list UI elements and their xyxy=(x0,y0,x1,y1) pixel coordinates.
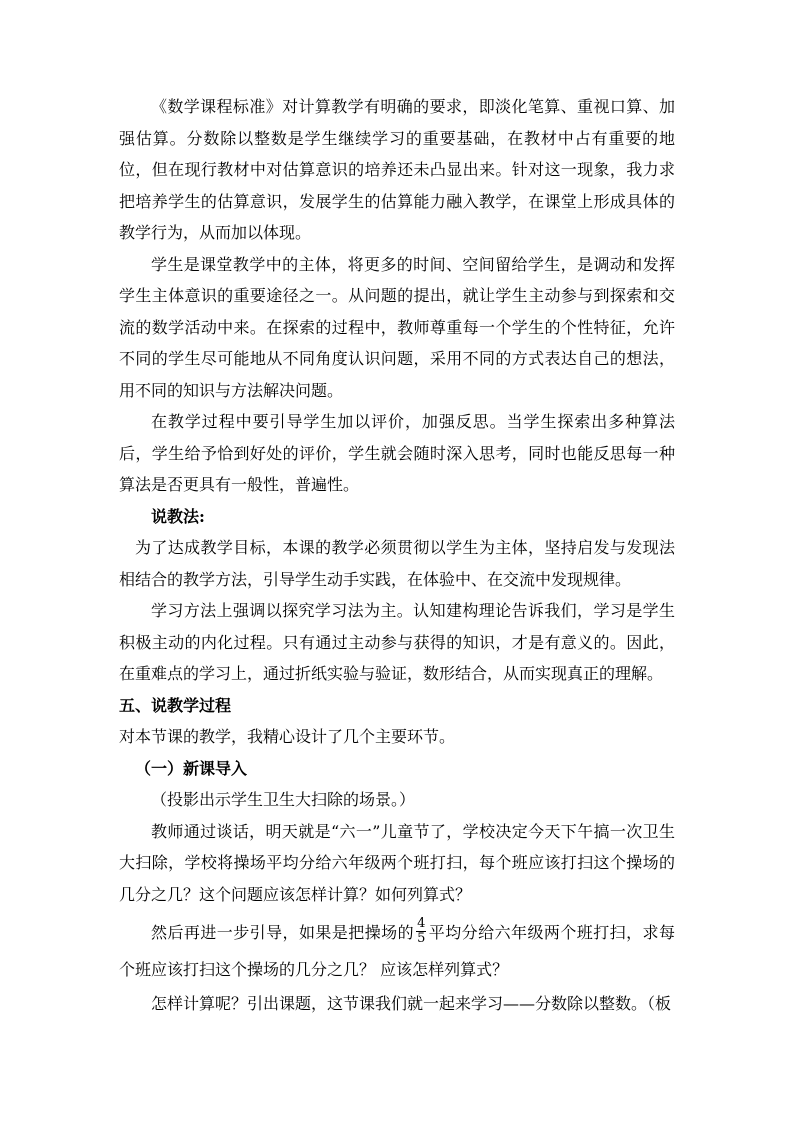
further-guidance-text-after: 平均分给六年级两个班打扫，求每个班应该打扫这个操场的几分之几？ 应该怎样列算式？ xyxy=(119,923,675,979)
paragraph-student-subject: 学生是课堂教学中的主体，将更多的时间、空间留给学生，是调动和发挥学生主体意识的重要途径之一。从问题的提出，就让学生主动参与到探索和交流的数学活动中来。在探索的过程中，教师尊重每一个学生的个性特征，允许不同的学生尽可能地从不同角度认识问题，采用不同的方式表达自己的想法，用不同的知识与方法解决问题。 xyxy=(119,254,675,400)
fraction-denominator: 5 xyxy=(417,931,426,946)
paragraph-curriculum-standard: 《数学课程标准》对计算教学有明确的要求，即淡化笔算、重视口算、加强估算。分数除以整数是学生继续学习的重要基础，在教材中占有重要的地位，但在现行教材中对估算意识的培养还未凸显出来。针对这一现象，我力求把培养学生的估算意识，发展学生的估算能力融入教学，在课堂上形成具体的教学行为，从而加以体现。 xyxy=(119,97,675,242)
heading-teaching-method: 说教法: xyxy=(151,506,205,526)
paragraph-teaching-goal: 为了达成教学目标，本课的教学必须贯彻以学生为主体，坚持启发与发现法相结合的教学方法，引导学生动手实践，在体验中、在交流中发现规律。 xyxy=(119,538,675,589)
heading-new-lesson-intro: （一）新课导入 xyxy=(135,758,248,778)
paragraph-learning-method: 学习方法上强调以探究学习法为主。认知建构理论告诉我们，学习是学生积极主动的内化过程。只有通过主动参与获得的知识，才是有意义的。因此，在重难点的学习上，通过折纸实验与验证，数形结合，从而实现真正的理解。 xyxy=(119,601,675,683)
paragraph-evaluation: 在教学过程中要引导学生加以评价，加强反思。当学生探索出多种算法后，学生给予恰到好处的评价，学生就会随时深入思考，同时也能反思每一种算法是否更具有一般性，普遍性。 xyxy=(119,412,675,494)
fraction-numerator: 4 xyxy=(417,916,426,931)
paragraph-process-intro: 对本节课的教学，我精心设计了几个主要环节。 xyxy=(119,727,456,746)
further-guidance-text-before: 然后再进一步引导，如果是把操场的 xyxy=(151,923,415,942)
paragraph-teacher-dialogue: 教师通过谈话，明天就是“六一”儿童节了，学校决定今天下午搞一次卫生大扫除，学校将操场平均分给六年级两个班打扫，每个班应该打扫这个操场的几分之几？这个问题应该怎样计算？如何列算式？ xyxy=(119,821,675,904)
paragraph-projection: （投影出示学生卫生大扫除的场景。） xyxy=(151,790,416,809)
document-page xyxy=(119,91,675,1020)
paragraph-further-guidance xyxy=(119,914,675,988)
paragraph-lesson-topic: 怎样计算呢？引出课题，这节课我们就一起来学习——分数除以整数。（板 xyxy=(151,994,672,1013)
heading-teaching-process: 五、说教学过程 xyxy=(119,695,232,715)
fraction-four-fifths xyxy=(416,917,426,946)
